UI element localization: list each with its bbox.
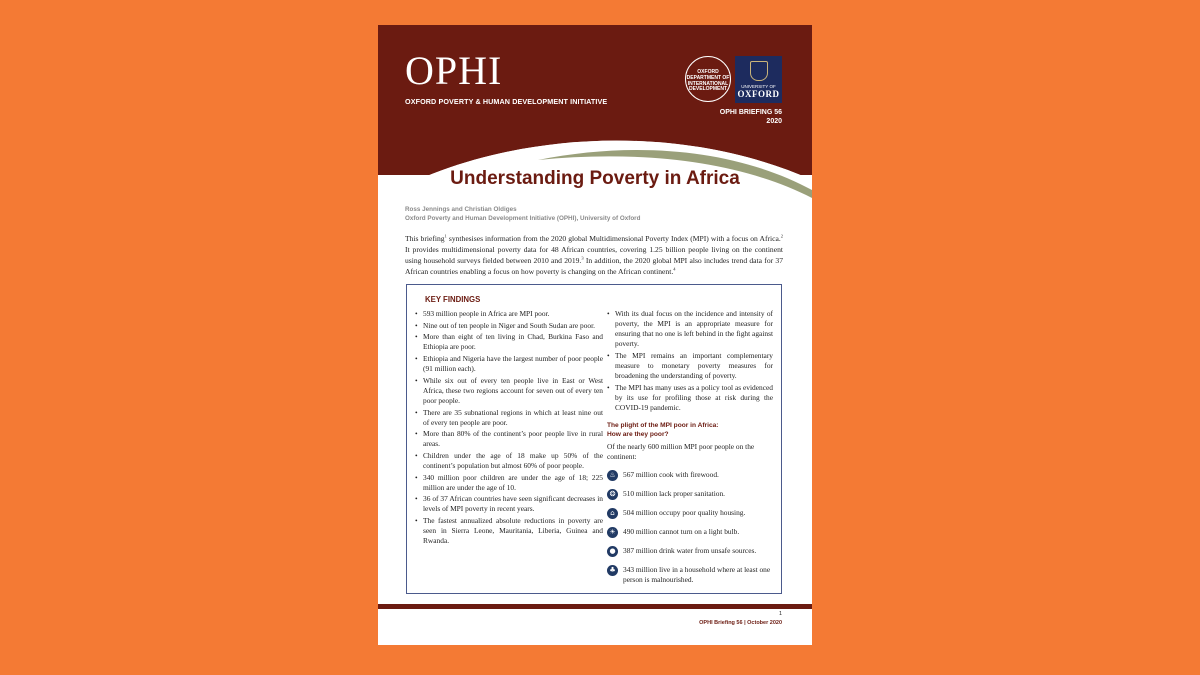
finding-item: • The MPI remains an important complementary measure to monetary poverty measures for broadening the understanding of poverty. [615, 351, 773, 381]
footnote-ref: 1 [444, 233, 447, 239]
ophi-logo: OPHI [405, 48, 503, 93]
sanitation-icon: ❂ [607, 489, 618, 500]
deprivation-list [607, 470, 773, 585]
finding-item: • The MPI has many uses as a policy tool as evidenced by its use for profiling those at risk during the COVID-19 pandemic. [615, 383, 773, 413]
housing-icon: ⌂ [607, 508, 618, 519]
deprivation-text: 387 million drink water from unsafe sources. [623, 546, 757, 556]
key-findings-left-column [415, 309, 603, 548]
affiliation: Oxford Poverty and Human Development Initiative (OPHI), University of Oxford [405, 215, 641, 223]
deprivation-item [607, 546, 773, 557]
byline [405, 205, 640, 223]
finding-item: • More than eight of ten living in Chad, Burkina Faso and Ethiopia are poor. [423, 332, 603, 352]
page-title: Understanding Poverty in Africa [450, 168, 740, 189]
document-page [378, 25, 812, 645]
nutrition-icon: ♣ [607, 565, 618, 576]
briefing-number: OPHI BRIEFING 56 [719, 109, 782, 116]
deprivation-text: 343 million live in a household where at least one person is malnourished. [623, 565, 771, 585]
deprivation-item [607, 565, 773, 585]
findings-list-right [607, 309, 773, 413]
footnote-ref: 2 [780, 233, 784, 239]
plight-intro: Of the nearly 600 million MPI poor people on the continent: [607, 441, 755, 461]
footer-text: OPHI Briefing 56 | October 2020 [699, 620, 782, 626]
deprivation-text: 490 million cannot turn on a light bulb. [623, 527, 740, 537]
intro-paragraph [405, 233, 783, 277]
plight-heading-line-2: How are they poor? [607, 431, 669, 439]
finding-item: • Nine out of ten people in Niger and South Sudan are poor. [423, 321, 603, 331]
finding-item: • Ethiopia and Nigeria have the largest number of poor people (91 million each). [423, 354, 603, 374]
odid-line-3: INTERNATIONAL [687, 80, 729, 87]
deprivation-item [607, 489, 773, 500]
plight-heading-line-1: The plight of the MPI poor in Africa: [607, 421, 719, 429]
ophi-logo-subtitle: OXFORD POVERTY & HUMAN DEVELOPMENT INITIATIVE [405, 97, 608, 106]
cooking-fuel-icon: ♨ [607, 470, 618, 481]
deprivation-text: 504 million occupy poor quality housing. [623, 508, 746, 518]
finding-item: • With its dual focus on the incidence and intensity of poverty, the MPI is an appropriate measure for ensuring that no one is left behind in the fight against poverty. [615, 309, 773, 349]
odid-line-4: DEVELOPMENT [688, 86, 728, 93]
findings-list-left [415, 309, 603, 546]
key-findings-title: KEY FINDINGS [425, 295, 481, 304]
authors: Ross Jennings and Christian Oldiges [405, 206, 517, 213]
odid-line-1: OXFORD [697, 69, 719, 75]
plight-heading [607, 421, 773, 440]
oxford-crest-icon [750, 61, 768, 81]
key-findings-right-column [607, 309, 773, 585]
footnote-ref: 4 [673, 266, 676, 272]
odid-line-2: DEPARTMENT OF [686, 74, 730, 81]
finding-item: • More than 80% of the continent’s poor people live in rural areas. [423, 429, 603, 449]
finding-item: • There are 35 subnational regions in which at least nine out of every ten people are poor. [423, 408, 603, 428]
intro-text-2: synthesises information from the 2020 global Multidimensional Poverty Index (MPI) with a focus on Africa. [446, 234, 781, 243]
intro-text-1: This briefing [405, 234, 445, 243]
odid-logo [685, 56, 731, 102]
intro-text-3: It provides multidimensional poverty data for 48 African countries, covering 1.25 billion people living on the continent using household surveys fielded between 2010 and 2019. [405, 245, 783, 265]
oxford-logo-small: UNIVERSITY OF [741, 84, 776, 89]
finding-item: • While six out of every ten people live in East or West Africa, these two regions account for seven out of every ten poor people. [423, 376, 603, 406]
key-findings-box [406, 284, 782, 594]
finding-item: • 593 million people in Africa are MPI poor. [423, 309, 603, 319]
deprivation-item [607, 508, 773, 519]
finding-item: • 340 million poor children are under the age of 18; 225 million are under the age of 10. [423, 473, 603, 493]
briefing-year: 2020 [766, 118, 782, 126]
finding-item: • 36 of 37 African countries have seen significant decreases in levels of MPI poverty in recent years. [423, 494, 603, 514]
finding-item: • Children under the age of 18 make up 50% of the continent’s population but almost 60% of poor people. [423, 451, 603, 471]
footnote-ref: 3 [581, 255, 584, 261]
deprivation-text: 567 million cook with firewood. [623, 470, 719, 480]
water-icon: ● [607, 546, 618, 557]
intro-text-4: In addition, the 2020 global MPI also includes trend data for 37 African countries enabling a focus on how poverty is changing on the African continent. [405, 256, 783, 276]
deprivation-item [607, 527, 773, 538]
electricity-icon: ☀ [607, 527, 618, 538]
briefing-label [720, 108, 782, 126]
deprivation-item [607, 470, 773, 481]
footer-bar [378, 604, 812, 609]
finding-item: • The fastest annualized absolute reductions in poverty are seen in Sierra Leone, Mauritania, Liberia, Guinea and Rwanda. [423, 516, 603, 546]
oxford-logo [735, 56, 782, 103]
oxford-logo-big: OXFORD [737, 89, 780, 99]
page-number: 1 [778, 611, 782, 617]
deprivation-text: 510 million lack proper sanitation. [623, 489, 726, 499]
